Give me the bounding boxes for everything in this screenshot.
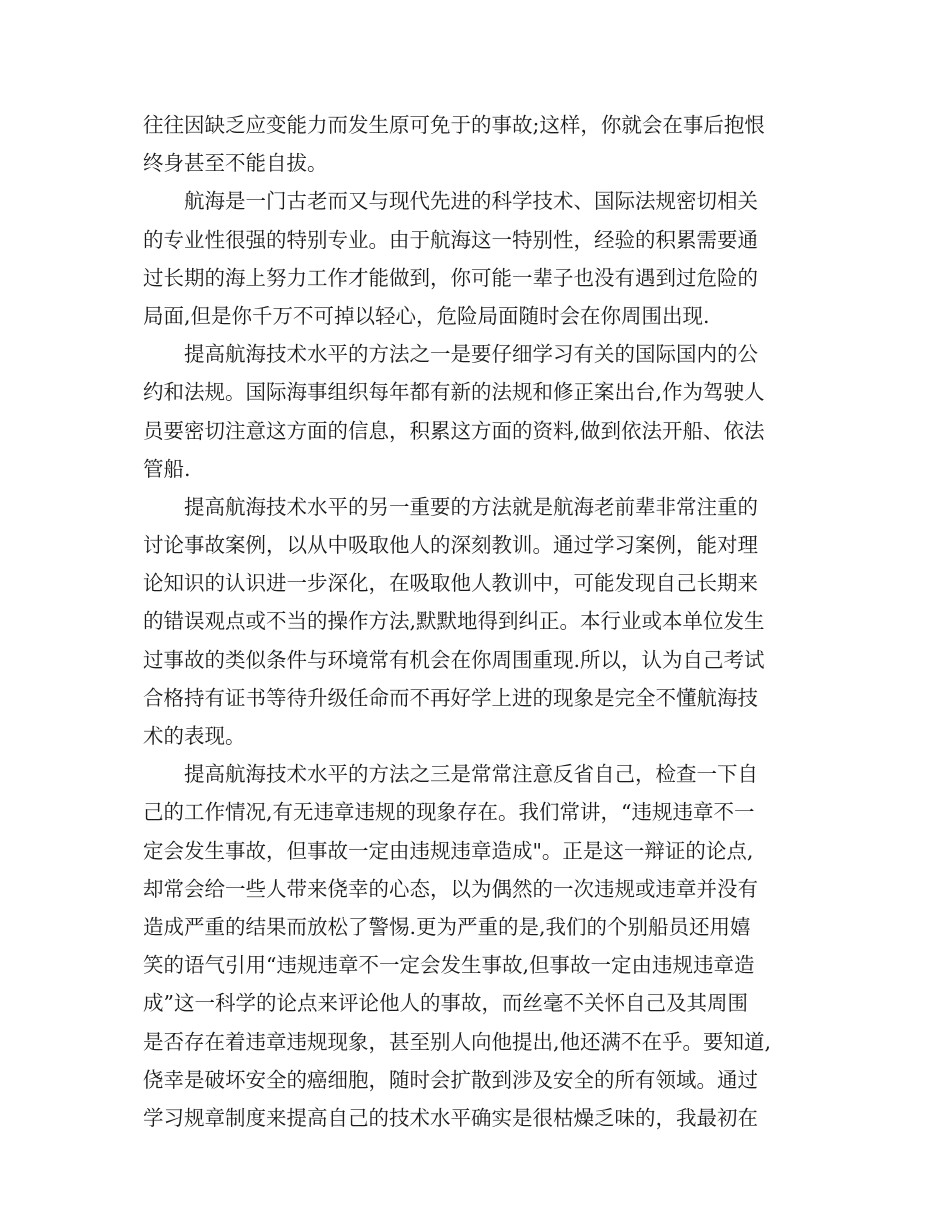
text-line: 过长期的海上努力工作才能做到，你可能一辈子也没有遇到过危险的 bbox=[143, 265, 758, 290]
text-line: 定会发生事故，但事故一定由违规违章造成"。正是这一辩证的论点, bbox=[143, 838, 754, 863]
text-line: 往往因缺乏应变能力而发生原可免于的事故;这样，你就会在事后抱恨 bbox=[143, 113, 765, 137]
text-line: 却常会给一些人带来侥幸的心态，以为偶然的一次违规或违章并没有 bbox=[143, 876, 758, 901]
text-line: 的错误观点或不当的操作方法,默默地得到纠正。本行业或本单位发生 bbox=[143, 609, 765, 634]
paragraph-first-line: 提高航海技术水平的方法之一是要仔细学习有关的国际国内的公 bbox=[184, 342, 758, 367]
text-line: 造成严重的结果而放松了警惕.更为严重的是,我们的个别船员还用嬉 bbox=[143, 914, 751, 939]
text-line: 管船. bbox=[143, 456, 191, 481]
text-line: 成”这一科学的论点来评论他人的事故，而丝毫不关怀自己及其周围 bbox=[143, 991, 748, 1016]
text-line: 己的工作情况,有无违章违规的现象存在。我们常讲，“违规违章不一 bbox=[143, 800, 755, 825]
text-line: 约和法规。国际海事组织每年都有新的法规和修正案出台,作为驾驶人 bbox=[143, 380, 765, 405]
text-line: 学习规章制度来提高自己的技术水平确实是很枯燥乏味的，我最初在 bbox=[143, 1105, 758, 1130]
paragraph-first-line: 提高航海技术水平的另一重要的方法就是航海老前辈非常注重的 bbox=[184, 494, 758, 519]
body-text bbox=[143, 106, 813, 1137]
text-line: 笑的语气引用“违规违章不一定会发生事故,但事故一定由违规违章造 bbox=[143, 953, 755, 978]
paragraph-first-line: 航海是一门古老而又与现代先进的科学技术、国际法规密切相关 bbox=[184, 189, 758, 214]
text-line: 侥幸是破坏安全的癌细胞，随时会扩散到涉及安全的所有领域。通过 bbox=[143, 1067, 758, 1092]
text-line: 员要密切注意这方面的信息，积累这方面的资料,做到依法开船、依法 bbox=[143, 418, 765, 443]
text-line: 局面,但是你千万不可掉以轻心，危险局面随时会在你周围出现. bbox=[143, 303, 710, 328]
text-line: 是否存在着违章违规现象，甚至别人向他提出,他还满不在乎。要知道, bbox=[143, 1029, 772, 1054]
text-line: 论知识的认识进一步深化，在吸取他人教训中，可能发现自己长期来 bbox=[143, 571, 758, 596]
paragraph-first-line: 提高航海技术水平的方法之三是常常注意反省自己，检查一下自 bbox=[184, 762, 758, 787]
text-line: 讨论事故案例，以从中吸取他人的深刻教训。通过学习案例，能对理 bbox=[143, 533, 758, 558]
text-line: 终身甚至不能自拔。 bbox=[143, 151, 328, 176]
text-line: 术的表现。 bbox=[143, 724, 246, 748]
text-line: 的专业性很强的特别专业。由于航海这一特别性，经验的积累需要通 bbox=[143, 227, 758, 252]
text-line: 合格持有证书等待升级任命而不再好学上进的现象是完全不懂航海技 bbox=[143, 685, 758, 710]
text-line: 过事故的类似条件与环境常有机会在你周围重现.所以，认为自己考试 bbox=[143, 647, 765, 672]
